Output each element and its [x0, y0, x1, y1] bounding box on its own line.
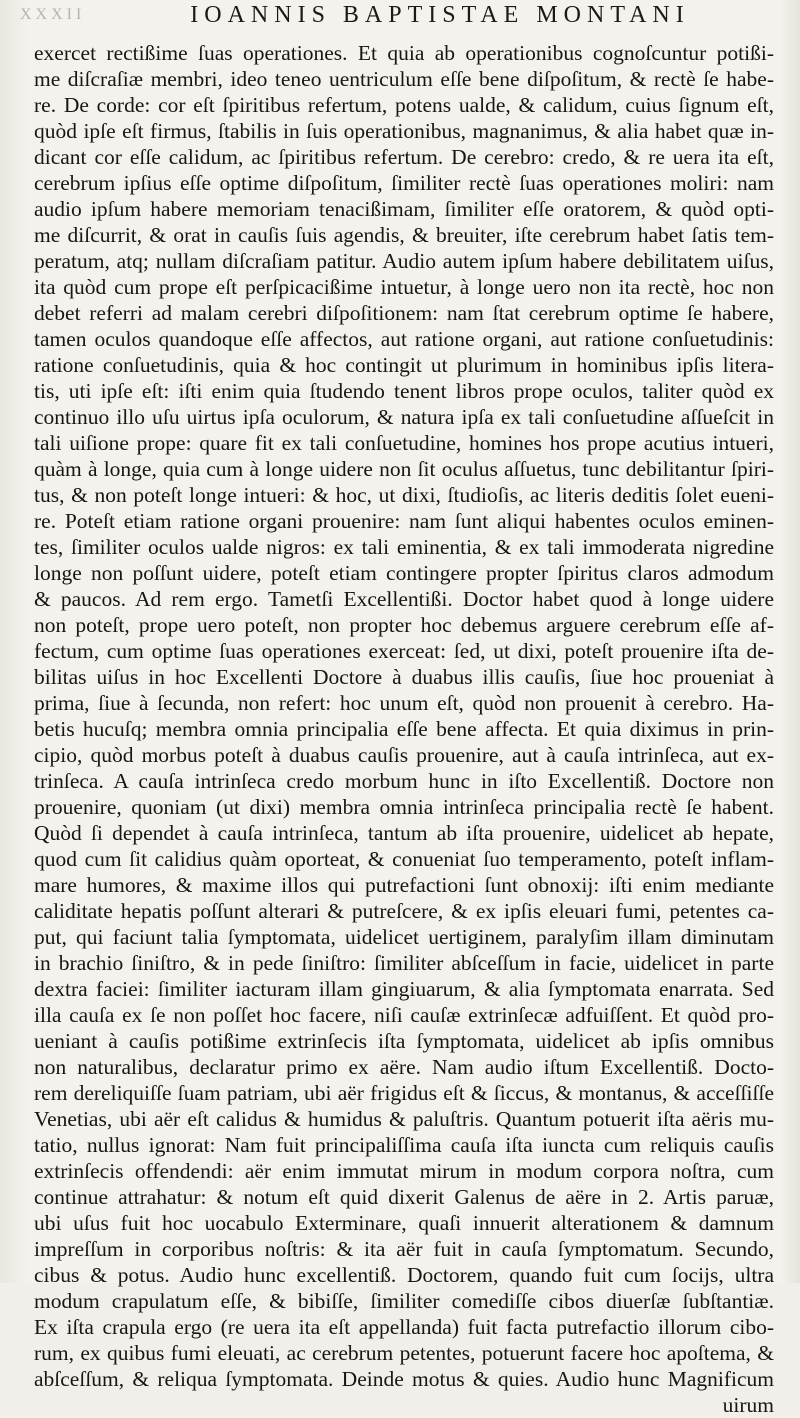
text-line: cipio, quòd morbus poteſt à duabus cauſis prouenire, aut à cauſa intrinſeca, aut ex-	[34, 743, 774, 767]
text-line: quod cum ſit calidius quàm oporteat, & conueniat ſuo temperamento, poteſt inflam-	[34, 847, 774, 871]
text-line: ueniant à cauſis potißime extrinſecis iſta ſymptomata, uidelicet ab ipſis omnibus	[34, 1029, 774, 1053]
text-line: tus, & non poteſt longe intueri: & hoc, ut dixi, ſtudioſis, ac literis deditis ſolet eueni-	[34, 483, 774, 507]
text-line: rem dereliquiſſe ſuam patriam, ubi aër frigidus eſt & ſiccus, & montanus, & acceſſiſſe	[34, 1081, 774, 1105]
text-line: longe non poſſunt uidere, poteſt etiam contingere propter ſpiritus claros admodum	[34, 561, 774, 585]
text-line: impreſſum in corporibus noſtris: & ita aër fuit in cauſa ſymptomatum. Secundo,	[34, 1237, 774, 1261]
text-line: modum crapulatum eſſe, & bibiſſe, ſimiliter comediſſe cibos diuerſæ ſubſtantiæ.	[34, 1289, 774, 1313]
text-line: ubi uſus fuit hoc uocabulo Exterminare, quaſi innuerit alterationem & damnum	[34, 1211, 774, 1235]
text-line: extrinſecis offendendi: aër enim immutat mirum in modum corpora noſtra, cum	[34, 1159, 774, 1183]
text-line: ita quòd cum prope eſt perſpicacißime intuetur, à longe uero non ita rectè, hoc non	[34, 275, 774, 299]
text-line: tes, ſimiliter oculos ualde nigros: ex tali eminentia, & ex tali immoderata nigredine	[34, 535, 774, 559]
text-line: tis, uti ipſe eſt: iſti enim quia ſtudendo tenent libros prope oculos, taliter quòd ex	[34, 379, 774, 403]
text-line: peratum, atq; nullam diſcraſiam patitur. Audio autem ipſum habere debilitatem uiſus,	[34, 249, 774, 273]
text-line: tatio, nullus ignorat: Nam fuit principaliſſima cauſa iſta iuncta cum reliquis cauſis	[34, 1133, 774, 1157]
text-line: continuo illo uſu uirtus ipſa oculorum, & natura ipſa ex tali conſuetudine aſſueſcit in	[34, 405, 774, 429]
text-line: cerebrum ipſius eſſe optime diſpoſitum, ſimiliter rectè ſuas operationes moliri: nam	[34, 171, 774, 195]
text-line: illa cauſa ex ſe non poſſet hoc facere, niſi cauſæ extrinſecæ adfuiſſent. Et quòd pro-	[34, 1003, 774, 1027]
text-line: trinſeca. A cauſa intrinſeca credo morbum hunc in iſto Excellentiß. Doctore non	[34, 769, 774, 793]
text-line: bilitas uiſus in hoc Excellenti Doctore à duabus illis cauſis, ſiue hoc proueniat à	[34, 665, 774, 689]
text-line: ratione conſuetudinis, quia & hoc contingit ut plurimum in hominibus ipſis litera-	[34, 353, 774, 377]
text-line: tali uiſione prope: quare fit ex tali conſuetudine, homines hos prope acutius intueri,	[34, 431, 774, 455]
text-line: prouenire, quoniam (ut dixi) membra omnia intrinſeca principalia rectè ſe habent.	[34, 795, 774, 819]
text-line: dextra faciei: ſimiliter iacturam illam gingiuarum, & alia ſymptomata enarrata. Sed	[34, 977, 774, 1001]
text-line: quàm à longe, quia cum à longe uidere non ſit oculus aſſuetus, tunc debilitantur ſpiri-	[34, 457, 774, 481]
text-line: me diſcurrit, & orat in cauſis ſuis agendis, & breuiter, iſte cerebrum habet ſatis tem-	[34, 223, 774, 247]
text-line: re. De corde: cor eſt ſpiritibus refertum, potens ualde, & calidum, cuius ſignum eſt,	[34, 93, 774, 117]
text-line: dicant cor eſſe calidum, ac ſpiritibus refertum. De cerebro: credo, & re uera ita eſt,	[34, 145, 774, 169]
text-line: debet referri ad malam cerebri diſpoſitionem: nam ſtat cerebrum optime ſe habere,	[34, 301, 774, 325]
running-head: IOANNIS BAPTISTAE MONTANI	[190, 2, 690, 28]
text-line: uirum	[722, 1393, 774, 1417]
text-line: & paucos. Ad rem ergo. Tametſi Excellentißi. Doctor habet quod à longe uidere	[34, 587, 774, 611]
text-line: cibus & potus. Audio hunc excellentiß. Doctorem, quando fuit cum ſocijs, ultra	[34, 1263, 774, 1287]
text-line: non naturalibus, declaratur primo ex aëre. Nam audio iſtum Excellentiß. Docto-	[34, 1055, 774, 1079]
text-line: quòd ipſe eſt firmus, ſtabilis in ſuis operationibus, magnanimus, & alia habet quæ in-	[34, 119, 774, 143]
text-line: rum, ex quibus fumi eleuati, ac cerebrum petentes, potuerunt facere hoc apoſtema, &	[34, 1341, 774, 1365]
text-line: mare humores, & maxime illos qui putrefactioni ſunt obnoxij: iſti enim mediante	[34, 873, 774, 897]
folio-number: XXXII	[20, 6, 86, 23]
text-line: re. Poteſt etiam ratione organi prouenire: nam ſunt aliqui habentes oculos eminen-	[34, 509, 774, 533]
body-text	[34, 40, 774, 1418]
text-line: Quòd ſi dependet à cauſa intrinſeca, tantum ab iſta prouenire, uidelicet ab hepate,	[34, 821, 774, 845]
text-line: in brachio ſiniſtro, & in pede ſiniſtro: ſimiliter abſceſſum in facie, uidelicet in parte	[34, 951, 774, 975]
text-line: tamen oculos quandoque eſſe affectos, aut ratione organi, aut ratione conſuetudinis:	[34, 327, 774, 351]
text-line: betis hucuſq; membra omnia principalia eſſe bene affecta. Et quia diximus in prin-	[34, 717, 774, 741]
text-line: fectum, cum optime ſuas operationes exerceat: ſed, ut dixi, poteſt prouenire iſta de-	[34, 639, 774, 663]
text-line: prima, ſiue à ſecunda, non refert: hoc unum eſt, quòd non prouenit à cerebro. Ha-	[34, 691, 774, 715]
text-line: abſceſſum, & reliqua ſymptomata. Deinde motus & quies. Audio hunc Magnificum	[34, 1367, 774, 1391]
text-line: put, qui faciunt talia ſymptomata, uidelicet uertiginem, paralyſim illam diminutam	[34, 925, 774, 949]
text-line: Venetias, ubi aër eſt calidus & humidus & paluſtris. Quantum potuerit iſta aëris mu-	[34, 1107, 774, 1131]
text-line: exercet rectißime ſuas operationes. Et quia ab operationibus cognoſcuntur potißi-	[34, 41, 774, 65]
text-line: caliditate hepatis poſſunt alterari & putreſcere, & ex ipſis eleuari fumi, petentes ca-	[34, 899, 774, 923]
text-line: non poteſt, prope uero poteſt, non propter hoc debemus arguere cerebrum eſſe af-	[34, 613, 774, 637]
text-line: Ex iſta crapula ergo (re uera ita eſt appellanda) fuit facta putrefactio illorum cibo-	[34, 1315, 774, 1339]
text-line: continue attrahatur: & notum eſt quid dixerit Galenus de aëre in 2. Artis paruæ,	[34, 1185, 774, 1209]
text-line: audio ipſum habere memoriam tenacißimam, ſimiliter eſſe oratorem, & quòd opti-	[34, 197, 774, 221]
text-line: me diſcraſiæ membri, ideo teneo uentriculum eſſe bene diſpoſitum, & rectè ſe habe-	[34, 67, 774, 91]
